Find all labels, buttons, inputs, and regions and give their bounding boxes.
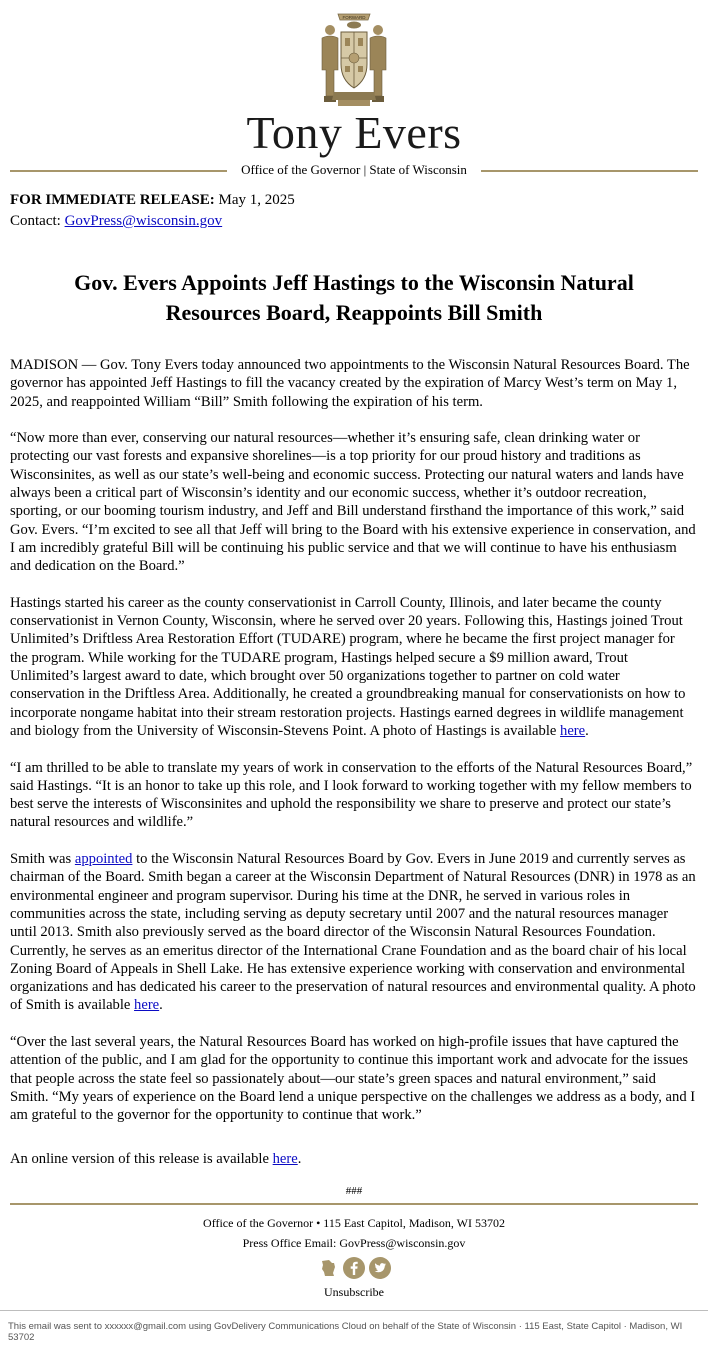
paragraph-hastings-quote: “I am thrilled to be able to translate my years of work in conservation to the efforts of the Natural Resources Board,” said Hastings. “It is an honor to take up this role, and I look forward to working together with my fellow members to best serve the interests of Wisconsinites and uphold the responsibility we share to preserve and protect our state’s natural resources and wildlife.” — [10, 759, 693, 831]
smith-bio-end: . — [159, 997, 163, 1014]
unsubscribe-line — [0, 1285, 708, 1300]
office-label: Office of the Governor | State of Wisconsin — [227, 160, 481, 180]
contact-email-link[interactable]: GovPress@wisconsin.gov — [64, 213, 223, 229]
smith-appointed-link[interactable]: appointed — [74, 851, 133, 868]
hastings-bio-text: Hastings started his career as the county conservationist in Carroll County, Illinois, and later became the county conservationist in Vernon County, Wisconsin, where he served over 20 years. Following this, Hastings joined Trout Unlimited’s Driftless Area Restoration Effort (TUDARE) program, where he became the first project manager for the program. While working for the TUDARE program, Hastings helped secure a $9 million award, Trout Unlimited’s largest award to date, which brought over 50 organizations together to partner on cold water conservation in the Driftless Area. Additionally, he created a groundbreaking manual for conservationists on how to incorporate nongame habitat into their stream restoration projects. Hastings earned degrees in wildlife management and biology from the University of Wisconsin-Stevens Point. A photo of Hastings is available — [10, 594, 686, 739]
fine-print-divider — [0, 1310, 708, 1311]
seal-motto: FORWARD — [342, 15, 366, 20]
contact-label: Contact: — [10, 213, 61, 229]
hastings-bio-end: . — [585, 722, 589, 739]
footer-address: Office of the Governor • 115 East Capitol, Madison, WI 53702 — [203, 1216, 505, 1231]
paragraph-governor-quote: “Now more than ever, conserving our natural resources—whether it’s ensuring safe, clean drinking water or protecting our vast forests and expansive shorelines—is a top priority for our proud history and traditions as Wisconsinites, as well as our state’s well-being and economic success. Protecting our natural waters and lands have always been a critical part of Wisconsin’s identity and our economic success, whether it’s outdoor recreation, sporting, or our booming tourism industry, and Jeff and Bill understand firsthand the importance of this work,” said Gov. Evers. “I’m excited to see all that Jeff will bring to the Board with his extensive experience in conservation, and I am incredibly grateful Bill will be continuing his public service and that we will continue to have his enthusiasm and dedication on the Board.” — [10, 430, 696, 575]
paragraph-smith-bio — [10, 850, 696, 1015]
online-version-link[interactable]: here — [272, 1151, 298, 1168]
online-version-text: An online version of this release is available — [10, 1151, 269, 1168]
smith-bio-start: Smith was — [10, 851, 72, 868]
footer-divider — [10, 1203, 698, 1205]
smith-bio-text: to the Wisconsin Natural Resources Board by Gov. Evers in June 2019 and currently serves as chairman of the Board. Smith began a career at the Wisconsin Department of Natural Resources (DNR) in 1978 as an environmental engineer and program supervisor. During his time at the DNR, he served in various roles in communities across the state, including serving as deputy secretary until 2007 and the natural resources manager until 2013. Smith also previously served as the board director of the Wisconsin Natural Resources Foundation. Currently, he serves as an emeritus director of the International Crane Foundation and as the board chair of his local Zoning Board of Appeals in Shell Lake. He has extensive experience working with conservation and environmental organizations and has dedicated his career to the preservation of natural resources and environmental quality. A photo of Smith is available — [10, 851, 696, 1014]
release-meta — [10, 190, 708, 232]
twitter-icon[interactable] — [369, 1257, 391, 1279]
unsubscribe-link[interactable]: Unsubscribe — [324, 1285, 384, 1300]
governor-name: Tony Evers — [246, 107, 462, 158]
paragraph-intro: MADISON — Gov. Tony Evers today announced two appointments to the Wisconsin Natural Resources Board. The governor has appointed Jeff Hastings to fill the vacancy created by the expiration of Marcy West’s term on May 1, 2025, and reappointed William “Bill” Smith following the expiration of his term. — [10, 357, 690, 410]
masthead — [0, 0, 708, 180]
hastings-photo-link[interactable]: here — [560, 722, 586, 739]
smith-photo-link[interactable]: here — [134, 997, 160, 1014]
wisconsin-icon[interactable] — [317, 1257, 339, 1279]
social-links — [0, 1257, 708, 1279]
release-body — [10, 356, 696, 1169]
fine-print: This email was sent to xxxxxx@gmail.com using GovDelivery Communications Cloud on behalf of the State of Wisconsin · 115 East, State Capitol · Madison, WI 53702 — [8, 1321, 683, 1344]
end-mark: ### — [345, 1185, 363, 1198]
paragraph-hastings-bio — [10, 594, 696, 740]
paragraph-online-version — [10, 1150, 696, 1168]
facebook-icon[interactable] — [343, 1257, 365, 1279]
paragraph-smith-quote: “Over the last several years, the Natural Resources Board has worked on high-profile issues that have captured the attention of the public, and I am glad for the opportunity to continue this important work and advocate for the issues that people across the state feel so passionately about—our state’s green spaces and natural environment,” said Smith. “My years of experience on the Board lend a unique perspective on the challenges we address as a body, and I am grateful to the governor for the opportunity to continue that work.” — [10, 1033, 696, 1124]
wisconsin-state-seal-icon — [308, 8, 400, 108]
release-date-line — [10, 190, 708, 211]
office-line — [10, 160, 698, 180]
online-version-end: . — [297, 1151, 302, 1168]
footer — [0, 1213, 708, 1253]
contact-line — [10, 211, 708, 232]
release-date: May 1, 2025 — [218, 192, 295, 208]
footer-press-email: Press Office Email: GovPress@wisconsin.gov — [242, 1236, 466, 1251]
headline: Gov. Evers Appoints Jeff Hastings to the Wisconsin Natural Resources Board, Reappoints Bill Smith — [74, 270, 634, 325]
release-label: FOR IMMEDIATE RELEASE: — [10, 192, 215, 208]
